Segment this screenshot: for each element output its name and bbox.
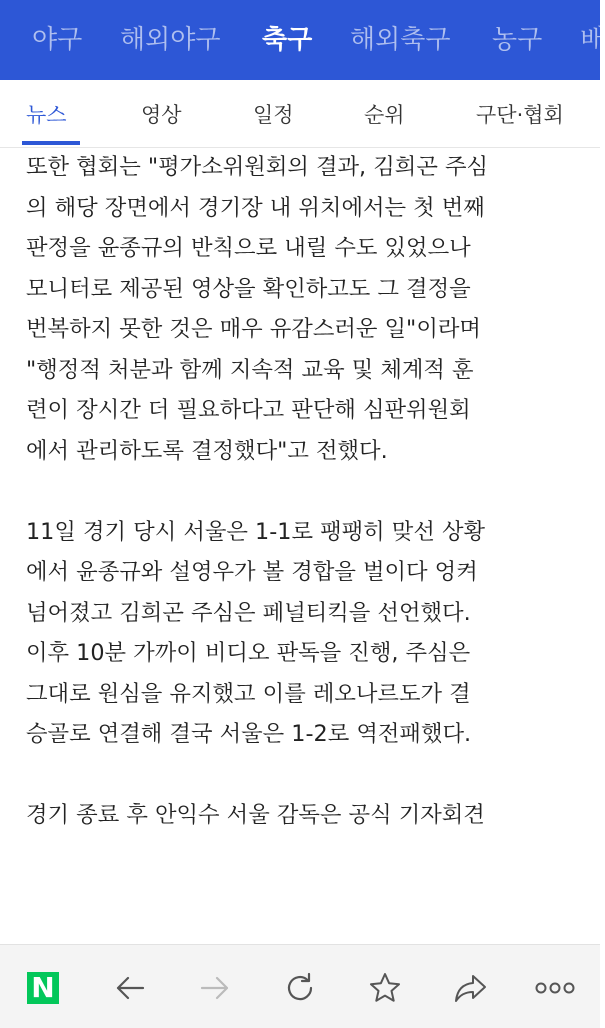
- star-icon: [367, 970, 403, 1006]
- article-line: 련이 장시간 더 필요하다고 판단해 심판위원회: [26, 397, 471, 423]
- article-line: 에서 관리하도록 결정했다"고 전했다.: [26, 437, 388, 464]
- more-button[interactable]: [530, 963, 580, 1013]
- article-line: 승골로 연결해 결국 서울은 1-2로 역전패했다.: [26, 721, 472, 747]
- article-line: 판정을 윤종규의 반칙으로 내릴 수도 있었으나: [26, 235, 471, 261]
- bookmark-button[interactable]: [360, 963, 410, 1013]
- bottom-toolbar: [0, 944, 600, 1028]
- nav-item-overseas-football[interactable]: 해외축구: [350, 25, 451, 55]
- sub-tab-nav: [0, 80, 600, 148]
- active-tab-underline: [22, 141, 80, 145]
- top-category-nav: [0, 0, 605, 80]
- refresh-icon: [283, 971, 317, 1005]
- nav-item-overseas-baseball[interactable]: 해외야구: [120, 25, 221, 55]
- back-arrow-icon: [113, 971, 147, 1005]
- share-icon: [452, 970, 488, 1006]
- nav-item-basketball[interactable]: 농구: [492, 25, 543, 55]
- more-icon: [534, 978, 576, 998]
- article-paragraph: [26, 512, 586, 755]
- tab-ranking[interactable]: 순위: [364, 103, 405, 127]
- article-line: 번복하지 못한 것은 매우 유감스러운 일"이라며: [26, 316, 481, 342]
- article-line: "행정적 처분과 함께 지속적 교육 및 체계적 훈: [26, 356, 474, 383]
- naver-logo-icon: N: [27, 972, 59, 1004]
- back-button[interactable]: [105, 963, 155, 1013]
- nav-item-volleyball-partial[interactable]: 배: [580, 25, 605, 55]
- article-line: 모니터로 제공된 영상을 확인하고도 그 결정을: [26, 275, 471, 302]
- article-line: 이후 10분 가까이 비디오 판독을 진행, 주심은: [26, 640, 471, 666]
- article-body: [26, 147, 586, 944]
- tab-schedule[interactable]: 일정: [253, 103, 294, 127]
- article-line: 넘어졌고 김희곤 주심은 페널티킥을 선언했다.: [26, 599, 471, 626]
- nav-item-baseball[interactable]: 야구: [32, 25, 83, 55]
- forward-arrow-icon: [198, 971, 232, 1005]
- article-line: 11일 경기 당시 서울은 1-1로 팽팽히 맞선 상황: [26, 518, 486, 545]
- refresh-button[interactable]: [275, 963, 325, 1013]
- article-paragraph: [26, 147, 586, 471]
- article-line: 에서 윤종규와 설영우가 볼 경합을 벌이다 엉켜: [26, 559, 478, 585]
- share-button[interactable]: [445, 963, 495, 1013]
- nav-item-football[interactable]: 축구: [262, 25, 313, 55]
- article-line: 경기 종료 후 안익수 서울 감독은 공식 기자회견: [26, 802, 485, 828]
- tab-video[interactable]: 영상: [141, 103, 182, 127]
- article-line: 또한 협회는 "평가소위원회의 결과, 김희곤 주심: [26, 154, 489, 180]
- tab-news[interactable]: 뉴스: [26, 103, 67, 127]
- article-line: 그대로 원심을 유지했고 이를 레오나르도가 결: [26, 680, 471, 707]
- tab-clubs-association[interactable]: 구단·협회: [476, 103, 564, 127]
- forward-button[interactable]: [190, 963, 240, 1013]
- naver-home-button[interactable]: [18, 963, 68, 1013]
- article-line: 의 해당 장면에서 경기장 내 위치에서는 첫 번째: [26, 194, 485, 221]
- article-paragraph: [26, 795, 586, 836]
